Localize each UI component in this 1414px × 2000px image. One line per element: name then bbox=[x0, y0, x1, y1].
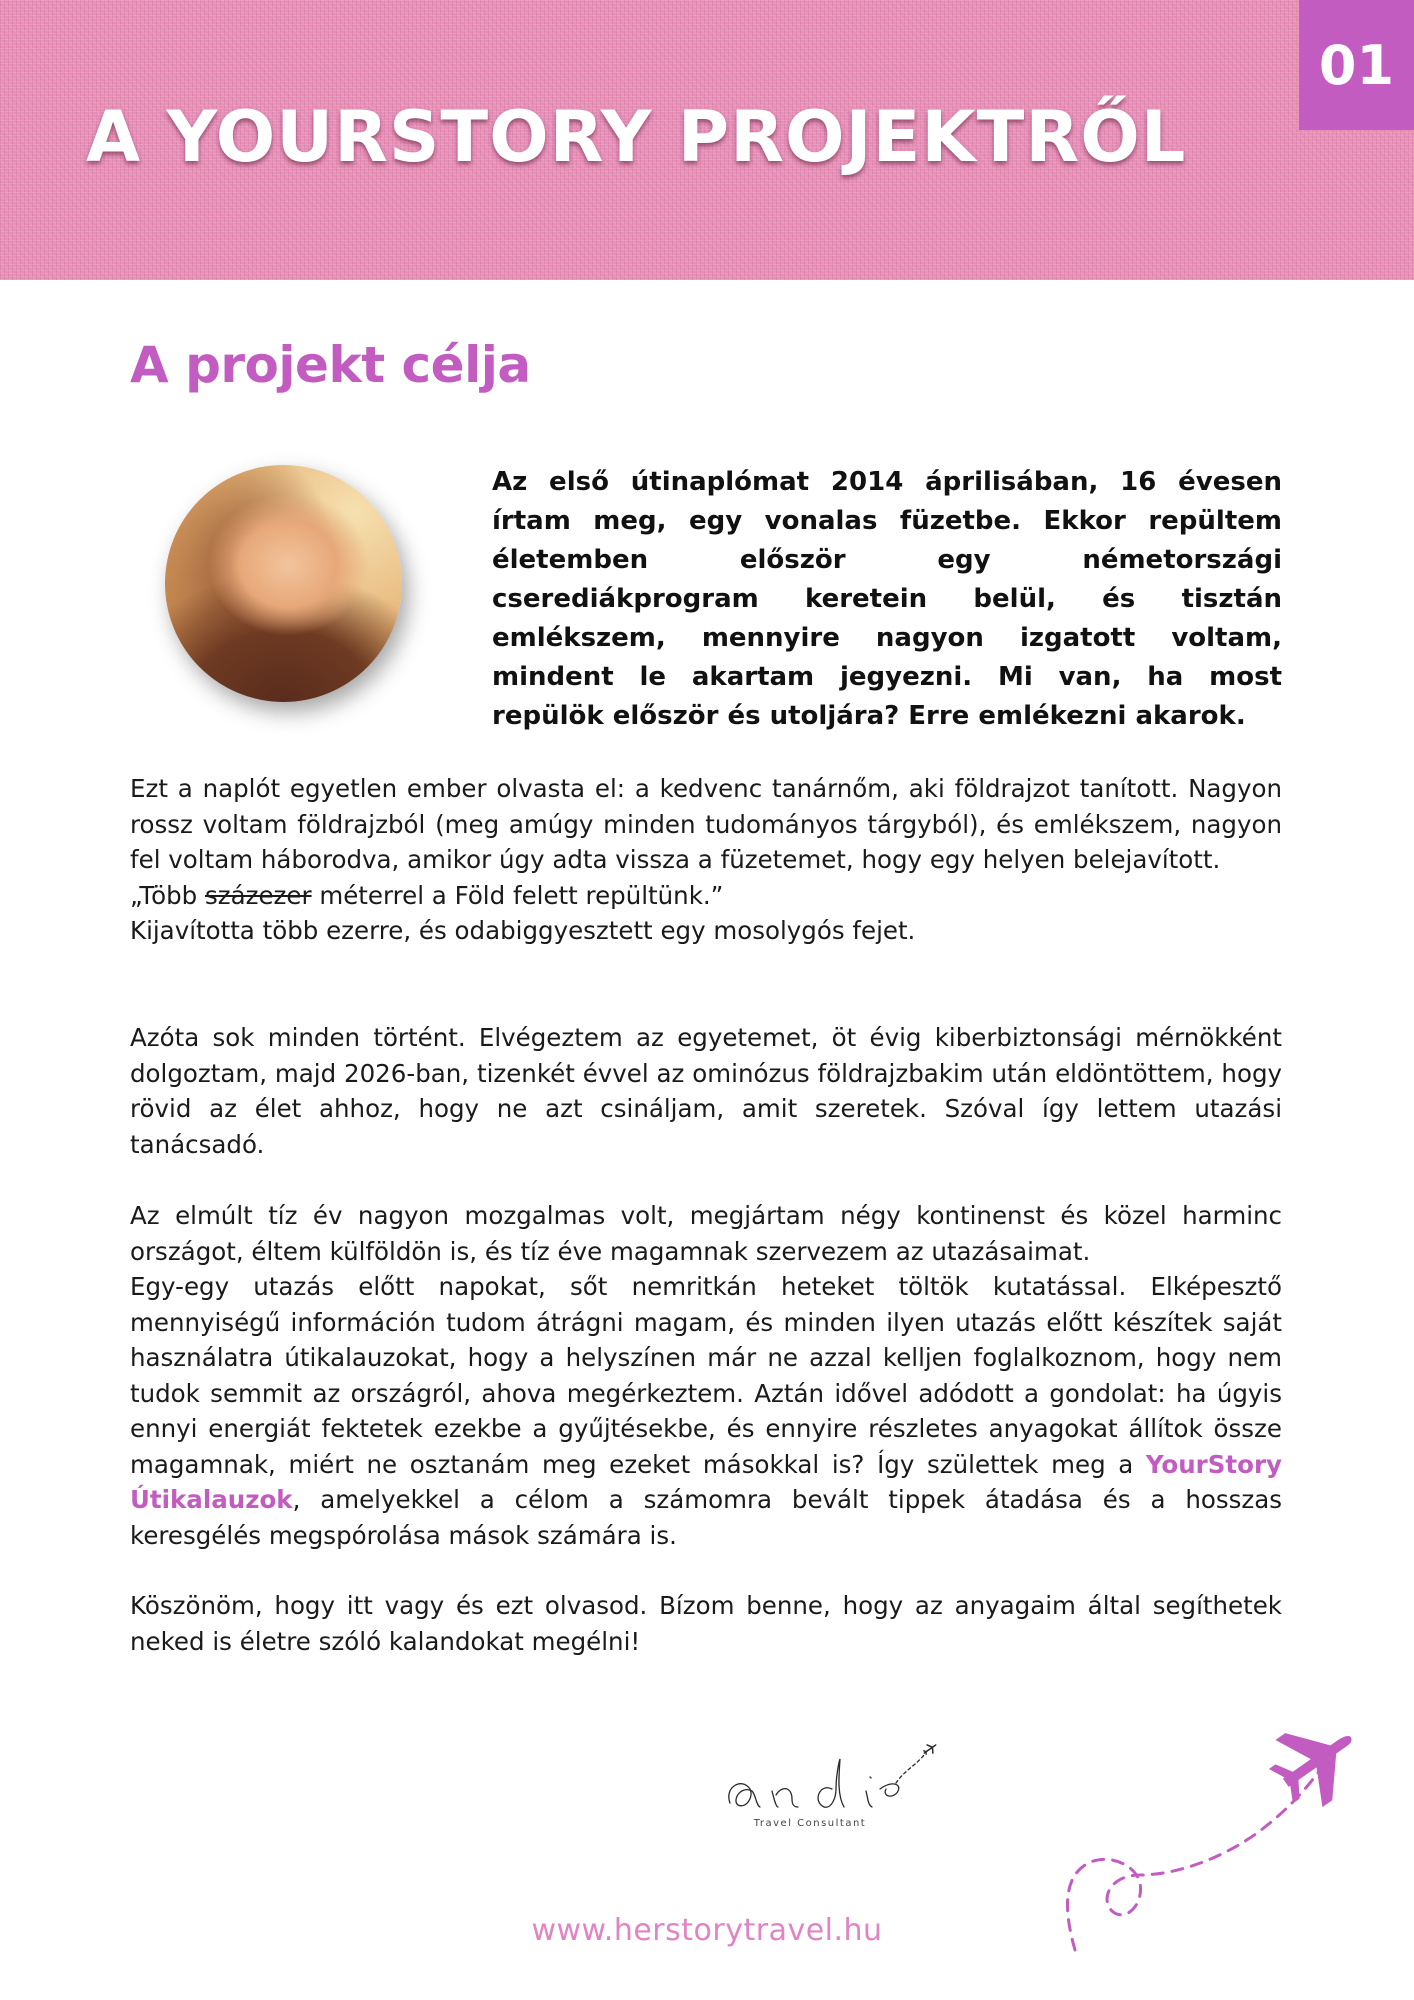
author-photo bbox=[165, 465, 402, 702]
travel-second bbox=[130, 1269, 1282, 1553]
closing-line: Kijavította több ezerre, és odabiggyesztett egy mosolygós fejet. bbox=[130, 916, 916, 945]
signature-subtitle: Travel Consultant bbox=[753, 1818, 867, 1829]
quote-line bbox=[130, 878, 1282, 914]
signature-plane-icon bbox=[921, 1741, 938, 1757]
travel-first: Az elmúlt tíz év nagyon mozgalmas volt, megjártam négy kontinenst és közel harminc országot, éltem külföldön is, és tíz éve magamnak szervezem az utazásaimat. bbox=[130, 1201, 1282, 1266]
struck-word: százezer bbox=[204, 880, 312, 910]
paragraph-career: Azóta sok minden történt. Elvégeztem az egyetemet, öt évig kiberbiztonsági mérnökként dolgoztam, majd 2026-ban, tizenkét évvel az ominózus földrajzbakim után eldöntöttem, hogy rövid az élet ahhoz, hogy ne azt csináljam, amit szeretek. Szóval így lettem utazási tanácsadó. bbox=[130, 1023, 1282, 1159]
travel-second-start: Egy-egy utazás előtt napokat, sőt nemritkán heteket töltök kutatással. Elképesztő mennyiségű információn tudom átrágni magam, és minden ilyen utazás előtt készítek saját használatra útikalauzokat, hogy a helyszínen már ne azzal kelljen foglalkoznom, hogy nem tudok semmit az országról, ahova megérkeztem. Aztán idővel adódott a gondolat: ha úgyis ennyi energiát fektetek ezekbe a gyűjtésekbe, és ennyire részletes anyagokat állítok össze magamnak, miért ne osztanám meg ezeket másokkal is? Így születtek meg a bbox=[130, 1272, 1282, 1479]
paragraph-notebook-story bbox=[130, 771, 1282, 949]
paragraph-text: Ezt a naplót egyetlen ember olvasta el: a kedvenc tanárnőm, aki földrajzot tanított. Nagyon rossz voltam földrajzból (meg amúgy minden tudományos tárgyból), és emlékszem, nagyon fel voltam háborodva, amikor úgy adta vissza a füzetemet, hogy egy helyen belejavított. bbox=[130, 774, 1282, 874]
header-banner bbox=[0, 0, 1414, 280]
paragraph-thanks: Köszönöm, hogy itt vagy és ezt olvasod. Bízom benne, hogy az anyagaim által segíthetek neked is életre szóló kalandokat megélni! bbox=[130, 1591, 1282, 1656]
section-title: A projekt célja bbox=[130, 336, 531, 394]
footer-website: www.herstorytravel.hu bbox=[531, 1913, 883, 1948]
travel-second-end: , amelyekkel a célom a számomra bevált tippek átadása és a hosszas keresgélés megspórolása mások számára is. bbox=[130, 1485, 1282, 1550]
page-heading: A YOURSTORY PROJEKTRŐL bbox=[86, 96, 1187, 178]
quote-end: méterrel a Föld felett repültünk.” bbox=[311, 880, 724, 910]
quote-start: „Több bbox=[130, 880, 205, 910]
page-number-badge: 01 bbox=[1299, 0, 1414, 130]
paragraph-travel bbox=[130, 1198, 1282, 1553]
brand-name: YourStory Útikalauzok bbox=[130, 1449, 1282, 1514]
intro-paragraph: Az első útinaplómat 2014 áprilisában, 16 évesen írtam meg, egy vonalas füzetbe. Ekkor repültem életemben először egy németországi cserediákprogram keretein belül, és tisztán emlékszem, mennyire nagyon izgatott voltam, mindent le akartam jegyezni. Mi van, ha most repülök először és utoljára? Erre emlékezni akarok. bbox=[492, 467, 1282, 731]
airplane-icon bbox=[1257, 1715, 1360, 1820]
